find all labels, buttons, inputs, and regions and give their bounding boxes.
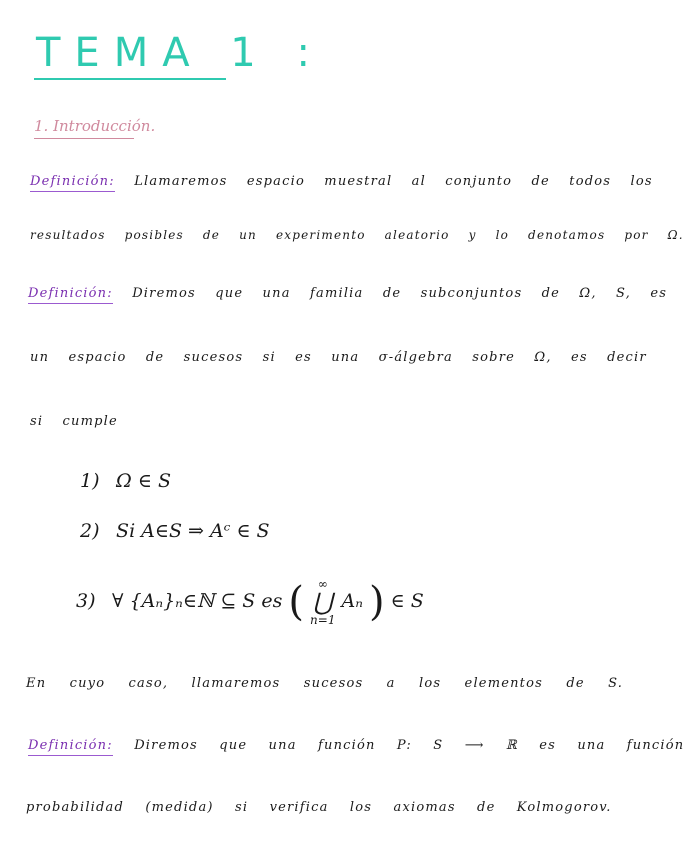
open-paren: ( <box>288 579 304 625</box>
condition-text-prefix: ∀ {Aₙ}ₙ∈ℕ ⊆ S es <box>112 590 283 612</box>
condition-number: 2) <box>80 520 100 542</box>
definition-label: Definición: <box>28 286 113 301</box>
definition-3-line-1 <box>28 738 684 753</box>
condition-2 <box>80 520 270 542</box>
definition-1-line-2: resultados posibles de un experimento aleatorio y lo denotamos por Ω. <box>30 228 684 242</box>
condition-3 <box>76 578 424 626</box>
union-set: Aₙ <box>341 590 363 612</box>
definition-2-line-2: un espacio de sucesos si es una σ-álgebra sobre Ω, es decir <box>30 350 647 365</box>
section-underline <box>34 138 134 139</box>
definition-label: Definición: <box>30 174 115 189</box>
union-upper-limit: ∞ <box>317 577 328 591</box>
definition-2-line-1 <box>28 286 667 301</box>
union-operator <box>310 578 335 626</box>
sucesos-sentence: En cuyo caso, llamaremos sucesos a los elementos de S. <box>26 676 624 691</box>
condition-1 <box>80 470 171 492</box>
close-paren: ) <box>368 579 385 625</box>
definition-1-line-1 <box>30 174 653 189</box>
definition-label: Definición: <box>28 738 113 753</box>
title-underline <box>34 78 226 80</box>
definition-text: Diremos que una familia de subconjuntos de Ω, S, es <box>132 286 668 301</box>
condition-number: 1) <box>80 470 100 492</box>
condition-text: Ω ∈ S <box>116 470 171 492</box>
union-lower-limit: n=1 <box>310 613 336 627</box>
definition-text: Llamaremos espacio muestral al conjunto de todos los <box>134 174 653 189</box>
condition-text-suffix: ∈ S <box>390 590 424 612</box>
union-symbol: ⋃ <box>312 588 333 616</box>
definition-text: Diremos que una función P: S ⟶ ℝ es una función <box>134 738 684 753</box>
condition-text: Si A∈S ⇒ Aᶜ ∈ S <box>116 520 270 542</box>
condition-number: 3) <box>76 590 96 612</box>
page-title: TEMA 1 : <box>36 30 324 76</box>
definition-3-line-2: probabilidad (medida) si verifica los axiomas de Kolmogorov. <box>26 800 612 815</box>
section-heading: 1. Introducción. <box>34 117 156 135</box>
definition-2-line-3: si cumple <box>30 414 118 429</box>
